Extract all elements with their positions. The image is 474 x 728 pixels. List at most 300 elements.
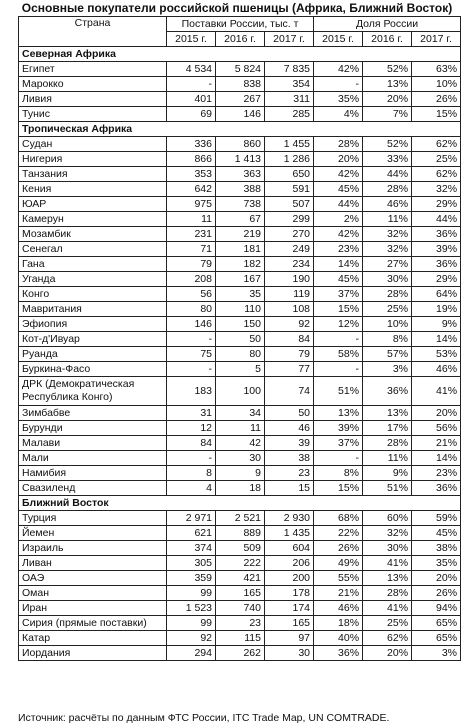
supply-cell: 146 xyxy=(216,107,265,122)
supply-cell: 305 xyxy=(167,556,216,571)
share-cell: 68% xyxy=(314,511,363,526)
share-cell: 57% xyxy=(363,347,412,362)
share-cell: 29% xyxy=(412,197,461,212)
country-cell: Малави xyxy=(19,436,167,451)
share-cell: 25% xyxy=(412,152,461,167)
share-cell: 38% xyxy=(412,541,461,556)
share-cell: 56% xyxy=(412,421,461,436)
supply-cell: 208 xyxy=(167,272,216,287)
share-cell: 46% xyxy=(412,362,461,377)
supply-cell: 56 xyxy=(167,287,216,302)
supply-cell: 178 xyxy=(265,586,314,601)
share-cell: 53% xyxy=(412,347,461,362)
supply-cell: 262 xyxy=(216,646,265,661)
share-cell: 65% xyxy=(412,631,461,646)
share-cell: 30% xyxy=(363,541,412,556)
supply-cell: 46 xyxy=(265,421,314,436)
supply-cell: 509 xyxy=(216,541,265,556)
share-cell: 10% xyxy=(363,317,412,332)
supply-cell: - xyxy=(167,332,216,347)
table-row xyxy=(19,541,461,556)
table-row xyxy=(19,287,461,302)
supply-cell: 38 xyxy=(265,451,314,466)
country-cell: Намибия xyxy=(19,466,167,481)
share-cell: 17% xyxy=(363,421,412,436)
share-cell: - xyxy=(314,77,363,92)
country-cell: Иран xyxy=(19,601,167,616)
share-cell: 9% xyxy=(412,317,461,332)
share-cell: 26% xyxy=(412,92,461,107)
share-cell: 40% xyxy=(314,631,363,646)
supply-cell: 67 xyxy=(216,212,265,227)
year-header: 2016 г. xyxy=(216,32,265,47)
supply-cell: 591 xyxy=(265,182,314,197)
table-row xyxy=(19,362,461,377)
supply-cell: 115 xyxy=(216,631,265,646)
supply-cell: 97 xyxy=(265,631,314,646)
table-row xyxy=(19,586,461,601)
share-cell: 3% xyxy=(363,362,412,377)
share-cell: 42% xyxy=(314,62,363,77)
supply-cell: 181 xyxy=(216,242,265,257)
share-cell: 65% xyxy=(412,616,461,631)
share-cell: 46% xyxy=(314,601,363,616)
country-cell: ЮАР xyxy=(19,197,167,212)
table-row xyxy=(19,197,461,212)
year-header: 2015 г. xyxy=(167,32,216,47)
country-cell: Кения xyxy=(19,182,167,197)
table-row xyxy=(19,257,461,272)
country-cell: Катар xyxy=(19,631,167,646)
share-cell: 49% xyxy=(314,556,363,571)
supply-cell: 79 xyxy=(167,257,216,272)
supply-cell: 507 xyxy=(265,197,314,212)
year-header: 2016 г. xyxy=(363,32,412,47)
supply-cell: 1 413 xyxy=(216,152,265,167)
share-cell: 26% xyxy=(412,586,461,601)
supply-cell: 92 xyxy=(265,317,314,332)
share-cell: - xyxy=(314,451,363,466)
share-cell: 60% xyxy=(363,511,412,526)
supply-cell: - xyxy=(167,451,216,466)
table-row xyxy=(19,377,461,406)
share-cell: 44% xyxy=(412,212,461,227)
table-body xyxy=(19,47,461,661)
table-row xyxy=(19,62,461,77)
supply-cell: 1 286 xyxy=(265,152,314,167)
share-header: Доля России xyxy=(314,17,461,32)
share-cell: 13% xyxy=(314,406,363,421)
share-cell: 20% xyxy=(363,646,412,661)
table-row xyxy=(19,107,461,122)
supply-cell: 167 xyxy=(216,272,265,287)
table-row xyxy=(19,511,461,526)
share-cell: 18% xyxy=(314,616,363,631)
supply-cell: 219 xyxy=(216,227,265,242)
supply-cell: 74 xyxy=(265,377,314,406)
table-row xyxy=(19,421,461,436)
wheat-buyers-table xyxy=(18,16,461,661)
supply-cell: 9 xyxy=(216,466,265,481)
country-cell: ОАЭ xyxy=(19,571,167,586)
share-cell: 46% xyxy=(363,197,412,212)
supply-cell: 30 xyxy=(216,451,265,466)
country-cell: Сенегал xyxy=(19,242,167,257)
share-cell: 37% xyxy=(314,287,363,302)
supply-cell: 311 xyxy=(265,92,314,107)
country-cell: Камерун xyxy=(19,212,167,227)
table-row xyxy=(19,242,461,257)
country-cell: Руанда xyxy=(19,347,167,362)
supply-cell: 267 xyxy=(216,92,265,107)
table-row xyxy=(19,317,461,332)
supply-cell: 5 824 xyxy=(216,62,265,77)
supplies-header: Поставки России, тыс. т xyxy=(167,17,314,32)
share-cell: 32% xyxy=(412,182,461,197)
year-header: 2017 г. xyxy=(265,32,314,47)
supply-cell: 2 971 xyxy=(167,511,216,526)
supply-cell: 285 xyxy=(265,107,314,122)
share-cell: 23% xyxy=(314,242,363,257)
table-row xyxy=(19,302,461,317)
country-cell: Оман xyxy=(19,586,167,601)
country-cell: Сирия (прямые поставки) xyxy=(19,616,167,631)
share-cell: 15% xyxy=(314,481,363,496)
table-row xyxy=(19,466,461,481)
supply-cell: 889 xyxy=(216,526,265,541)
share-cell: 41% xyxy=(412,377,461,406)
share-cell: 15% xyxy=(412,107,461,122)
share-cell: 52% xyxy=(363,137,412,152)
supply-cell: 79 xyxy=(265,347,314,362)
supply-cell: 738 xyxy=(216,197,265,212)
supply-cell: 249 xyxy=(265,242,314,257)
country-cell: Эфиопия xyxy=(19,317,167,332)
share-cell: 26% xyxy=(314,541,363,556)
supply-cell: 975 xyxy=(167,197,216,212)
share-cell: 59% xyxy=(412,511,461,526)
supply-cell: - xyxy=(167,362,216,377)
supply-cell: 363 xyxy=(216,167,265,182)
section-row xyxy=(19,496,461,511)
country-cell: Египет xyxy=(19,62,167,77)
table-row xyxy=(19,77,461,92)
supply-cell: 11 xyxy=(167,212,216,227)
share-cell: 62% xyxy=(412,167,461,182)
share-cell: 21% xyxy=(314,586,363,601)
share-cell: 4% xyxy=(314,107,363,122)
supply-cell: 200 xyxy=(265,571,314,586)
supply-cell: 50 xyxy=(265,406,314,421)
share-cell: 44% xyxy=(314,197,363,212)
share-cell: 19% xyxy=(412,302,461,317)
supply-cell: 31 xyxy=(167,406,216,421)
share-cell: 36% xyxy=(412,227,461,242)
supply-cell: 222 xyxy=(216,556,265,571)
share-cell: 11% xyxy=(363,212,412,227)
share-cell: 28% xyxy=(363,436,412,451)
table-row xyxy=(19,182,461,197)
share-cell: - xyxy=(314,332,363,347)
table-row xyxy=(19,272,461,287)
table-row xyxy=(19,92,461,107)
share-cell: 58% xyxy=(314,347,363,362)
supply-cell: 69 xyxy=(167,107,216,122)
country-cell: Мали xyxy=(19,451,167,466)
share-cell: 62% xyxy=(412,137,461,152)
share-cell: 39% xyxy=(412,242,461,257)
share-cell: 3% xyxy=(412,646,461,661)
table-row xyxy=(19,227,461,242)
header-row-1 xyxy=(19,17,461,32)
supply-cell: 150 xyxy=(216,317,265,332)
supply-cell: 77 xyxy=(265,362,314,377)
country-cell: Иордания xyxy=(19,646,167,661)
country-cell: Свазиленд xyxy=(19,481,167,496)
supply-cell: 1 523 xyxy=(167,601,216,616)
share-cell: 20% xyxy=(363,92,412,107)
supply-cell: 7 835 xyxy=(265,62,314,77)
share-cell: 32% xyxy=(363,227,412,242)
share-cell: 8% xyxy=(363,332,412,347)
supply-cell: 50 xyxy=(216,332,265,347)
share-cell: 20% xyxy=(314,152,363,167)
supply-cell: 108 xyxy=(265,302,314,317)
share-cell: 25% xyxy=(363,302,412,317)
table-row xyxy=(19,556,461,571)
supply-cell: 299 xyxy=(265,212,314,227)
supply-cell: - xyxy=(167,77,216,92)
share-cell: 62% xyxy=(363,631,412,646)
supply-cell: 604 xyxy=(265,541,314,556)
table-row xyxy=(19,601,461,616)
supply-cell: 15 xyxy=(265,481,314,496)
share-cell: 20% xyxy=(412,406,461,421)
table-row xyxy=(19,347,461,362)
share-cell: - xyxy=(314,362,363,377)
table-row xyxy=(19,631,461,646)
supply-cell: 11 xyxy=(216,421,265,436)
supply-cell: 294 xyxy=(167,646,216,661)
share-cell: 36% xyxy=(412,257,461,272)
supply-cell: 231 xyxy=(167,227,216,242)
share-cell: 51% xyxy=(314,377,363,406)
supply-cell: 2 521 xyxy=(216,511,265,526)
share-cell: 25% xyxy=(363,616,412,631)
share-cell: 42% xyxy=(314,167,363,182)
supply-cell: 119 xyxy=(265,287,314,302)
supply-cell: 206 xyxy=(265,556,314,571)
supply-cell: 388 xyxy=(216,182,265,197)
country-cell: Израиль xyxy=(19,541,167,556)
table-row xyxy=(19,616,461,631)
share-cell: 30% xyxy=(363,272,412,287)
country-cell: Марокко xyxy=(19,77,167,92)
supply-cell: 165 xyxy=(265,616,314,631)
share-cell: 22% xyxy=(314,526,363,541)
country-cell: Кот-д'Ивуар xyxy=(19,332,167,347)
share-cell: 51% xyxy=(363,481,412,496)
table-row xyxy=(19,152,461,167)
share-cell: 36% xyxy=(412,481,461,496)
supply-cell: 401 xyxy=(167,92,216,107)
share-cell: 28% xyxy=(363,287,412,302)
supply-cell: 650 xyxy=(265,167,314,182)
supply-cell: 30 xyxy=(265,646,314,661)
share-cell: 15% xyxy=(314,302,363,317)
supply-cell: 100 xyxy=(216,377,265,406)
table-row xyxy=(19,526,461,541)
supply-cell: 146 xyxy=(167,317,216,332)
share-cell: 14% xyxy=(314,257,363,272)
table-row xyxy=(19,167,461,182)
year-header: 2015 г. xyxy=(314,32,363,47)
supply-cell: 860 xyxy=(216,137,265,152)
country-cell: Тунис xyxy=(19,107,167,122)
share-cell: 23% xyxy=(412,466,461,481)
supply-cell: 1 455 xyxy=(265,137,314,152)
share-cell: 41% xyxy=(363,556,412,571)
table-row xyxy=(19,406,461,421)
supply-cell: 42 xyxy=(216,436,265,451)
share-cell: 41% xyxy=(363,601,412,616)
share-cell: 14% xyxy=(412,451,461,466)
supply-cell: 336 xyxy=(167,137,216,152)
section-row xyxy=(19,122,461,137)
country-cell: Уганда xyxy=(19,272,167,287)
country-cell: ДРК (Демократическая Республика Конго) xyxy=(19,377,167,406)
share-cell: 35% xyxy=(314,92,363,107)
share-cell: 39% xyxy=(314,421,363,436)
share-cell: 11% xyxy=(363,451,412,466)
section-heading: Северная Африка xyxy=(19,47,461,62)
supply-cell: 165 xyxy=(216,586,265,601)
supply-cell: 374 xyxy=(167,541,216,556)
country-cell: Ливан xyxy=(19,556,167,571)
supply-cell: 84 xyxy=(265,332,314,347)
share-cell: 55% xyxy=(314,571,363,586)
share-cell: 28% xyxy=(363,182,412,197)
supply-cell: 182 xyxy=(216,257,265,272)
year-header: 2017 г. xyxy=(412,32,461,47)
share-cell: 36% xyxy=(314,646,363,661)
share-cell: 45% xyxy=(314,272,363,287)
supply-cell: 18 xyxy=(216,481,265,496)
supply-cell: 92 xyxy=(167,631,216,646)
source-note: Источник: расчёты по данным ФТС России, ITC Trade Map, UN COMTRADE. xyxy=(18,712,390,724)
country-header: Страна xyxy=(19,17,167,47)
table-row xyxy=(19,451,461,466)
share-cell: 94% xyxy=(412,601,461,616)
supply-cell: 866 xyxy=(167,152,216,167)
table-row xyxy=(19,571,461,586)
supply-cell: 421 xyxy=(216,571,265,586)
share-cell: 44% xyxy=(363,167,412,182)
share-cell: 36% xyxy=(363,377,412,406)
table-row xyxy=(19,481,461,496)
country-cell: Ливия xyxy=(19,92,167,107)
supply-cell: 12 xyxy=(167,421,216,436)
share-cell: 28% xyxy=(363,586,412,601)
share-cell: 21% xyxy=(412,436,461,451)
supply-cell: 2 930 xyxy=(265,511,314,526)
share-cell: 10% xyxy=(412,77,461,92)
country-cell: Танзания xyxy=(19,167,167,182)
share-cell: 12% xyxy=(314,317,363,332)
country-cell: Мозамбик xyxy=(19,227,167,242)
supply-cell: 359 xyxy=(167,571,216,586)
country-cell: Зимбабве xyxy=(19,406,167,421)
table-title: Основные покупатели российской пшеницы (Африка, Ближний Восток) xyxy=(21,1,453,15)
supply-cell: 39 xyxy=(265,436,314,451)
supply-cell: 642 xyxy=(167,182,216,197)
supply-cell: 4 xyxy=(167,481,216,496)
supply-cell: 174 xyxy=(265,601,314,616)
share-cell: 2% xyxy=(314,212,363,227)
share-cell: 45% xyxy=(314,182,363,197)
supply-cell: 190 xyxy=(265,272,314,287)
country-cell: Бурунди xyxy=(19,421,167,436)
supply-cell: 183 xyxy=(167,377,216,406)
country-cell: Буркина-Фасо xyxy=(19,362,167,377)
supply-cell: 5 xyxy=(216,362,265,377)
share-cell: 13% xyxy=(363,77,412,92)
share-cell: 29% xyxy=(412,272,461,287)
share-cell: 52% xyxy=(363,62,412,77)
supply-cell: 80 xyxy=(216,347,265,362)
supply-cell: 23 xyxy=(216,616,265,631)
share-cell: 42% xyxy=(314,227,363,242)
country-cell: Йемен xyxy=(19,526,167,541)
table-row xyxy=(19,646,461,661)
section-row xyxy=(19,47,461,62)
country-cell: Турция xyxy=(19,511,167,526)
country-cell: Конго xyxy=(19,287,167,302)
country-cell: Гана xyxy=(19,257,167,272)
country-cell: Нигерия xyxy=(19,152,167,167)
supply-cell: 621 xyxy=(167,526,216,541)
share-cell: 14% xyxy=(412,332,461,347)
share-cell: 27% xyxy=(363,257,412,272)
supply-cell: 8 xyxy=(167,466,216,481)
share-cell: 37% xyxy=(314,436,363,451)
supply-cell: 354 xyxy=(265,77,314,92)
section-heading: Тропическая Африка xyxy=(19,122,461,137)
supply-cell: 75 xyxy=(167,347,216,362)
share-cell: 13% xyxy=(363,406,412,421)
table-row xyxy=(19,332,461,347)
share-cell: 8% xyxy=(314,466,363,481)
supply-cell: 740 xyxy=(216,601,265,616)
share-cell: 35% xyxy=(412,556,461,571)
share-cell: 32% xyxy=(363,526,412,541)
supply-cell: 353 xyxy=(167,167,216,182)
supply-cell: 80 xyxy=(167,302,216,317)
supply-cell: 99 xyxy=(167,616,216,631)
supply-cell: 4 534 xyxy=(167,62,216,77)
supply-cell: 71 xyxy=(167,242,216,257)
supply-cell: 270 xyxy=(265,227,314,242)
share-cell: 64% xyxy=(412,287,461,302)
share-cell: 63% xyxy=(412,62,461,77)
table-row xyxy=(19,137,461,152)
section-heading: Ближний Восток xyxy=(19,496,461,511)
supply-cell: 99 xyxy=(167,586,216,601)
table-row xyxy=(19,212,461,227)
share-cell: 13% xyxy=(363,571,412,586)
share-cell: 32% xyxy=(363,242,412,257)
share-cell: 9% xyxy=(363,466,412,481)
